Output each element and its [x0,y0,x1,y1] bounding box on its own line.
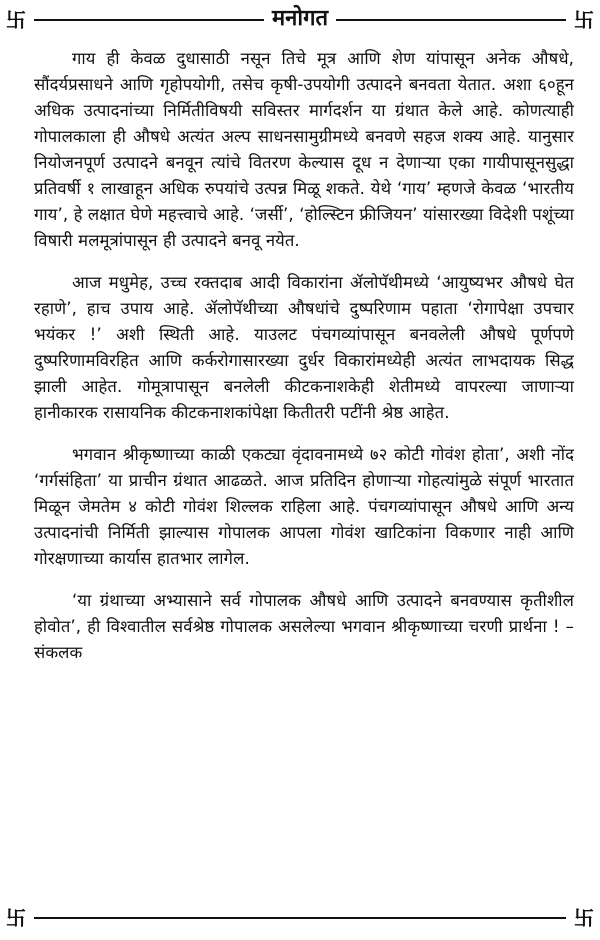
page-header [0,6,600,36]
paragraph-1: गाय ही केवळ दुधासाठी नसून तिचे मूत्र आणि शेण यांपासून अनेक औषधे, सौंदर्यप्रसाधने आणि गृहोपयोगी, तसेच कृषी-उपयोगी उत्पादने बनवता येतात. अशा ६०हून अधिक उत्पादनांच्या निर्मितीविषयी सविस्तर मार्गदर्शन या ग्रंथात केले आहे. कोणत्याही गोपालकाला ही औषधे अत्यंत अल्प साधनसामुग्रीमध्ये बनवणे सहज शक्य आहे. यानुसार नियोजनपूर्ण उत्पादने बनवून त्यांचे वितरण केल्यास दूध न देणाऱ्या एका गायीपासूनसुद्धा प्रतिवर्षी १ लाखाहून अधिक रुपयांचे उत्पन्न मिळू शकते. येथे ‘गाय’ म्हणजे केवळ ‘भारतीय गाय’, हे लक्षात घेणे महत्त्वाचे आहे. ‘जर्सी’, ‘होल्स्टिन फ्रीजियन’ यांसारख्या विदेशी पशूंच्या विषारी मलमूत्रांपासून ही उत्पादने बनवू नयेत. [34,49,574,250]
page-title: मनोगत [264,6,336,32]
paragraph-4: ‘या ग्रंथाच्या अभ्यासाने सर्व गोपालक औषधे आणि उत्पादने बनवण्यास कृतीशील होवोत’, ही विश्वातील सर्वश्रेष्ठ गोपालक असलेल्या भगवान श्रीकृष्णाच्या चरणी प्रार्थना ! – संकलक [34,591,574,662]
swastika-icon-footer-left: 卐 [6,906,26,930]
footer-rule [34,917,566,919]
swastika-icon-right: 卐 [574,8,594,32]
page-body [34,46,574,682]
paragraph-3: भगवान श्रीकृष्णाच्या काळी एकट्या वृंदावनामध्ये ७२ कोटी गोवंश होता’, अशी नोंद ‘गर्गसंहिता’ या प्राचीन ग्रंथात आढळते. आज प्रतिदिन होणाऱ्या गोहत्यांमुळे संपूर्ण भारतात मिळून जेमतेम ४ कोटी गोवंश शिल्लक राहिला आहे. पंचगव्यांपासून औषधे आणि अन्य उत्पादनांची निर्मिती झाल्यास गोपालक आपला गोवंश खाटिकांना विकणार नाही आणि गोरक्षणाच्या कार्यास हातभार लागेल. [34,445,574,568]
paragraph-2: आज मधुमेह, उच्च रक्तदाब आदी विकारांना ॲलोपॅथीमध्ये ‘आयुष्यभर औषधे घेत रहाणे’, हाच उपाय आहे. ॲलोपॅथीच्या औषधांचे दुष्परिणाम पहाता ‘रोगापेक्षा उपचार भयंकर !’ अशी स्थिती आहे. याउलट पंचगव्यांपासून बनवलेली औषधे पूर्णपणे दुष्परिणामविरहित आणि कर्करोगासारख्या दुर्धर विकारांमध्येही अत्यंत लाभदायक सिद्ध झाली आहेत. गोमूत्रापासून बनलेली कीटकनाशकेही शेतीमध्ये वापरल्या जाणाऱ्या हानीकारक रासायनिक कीटकनाशकांपेक्षा कितीतरी पटींनी श्रेष्ठ आहेत. [34,273,574,422]
swastika-icon-left: 卐 [6,8,26,32]
page-footer [0,904,600,934]
swastika-icon-footer-right: 卐 [574,906,594,930]
